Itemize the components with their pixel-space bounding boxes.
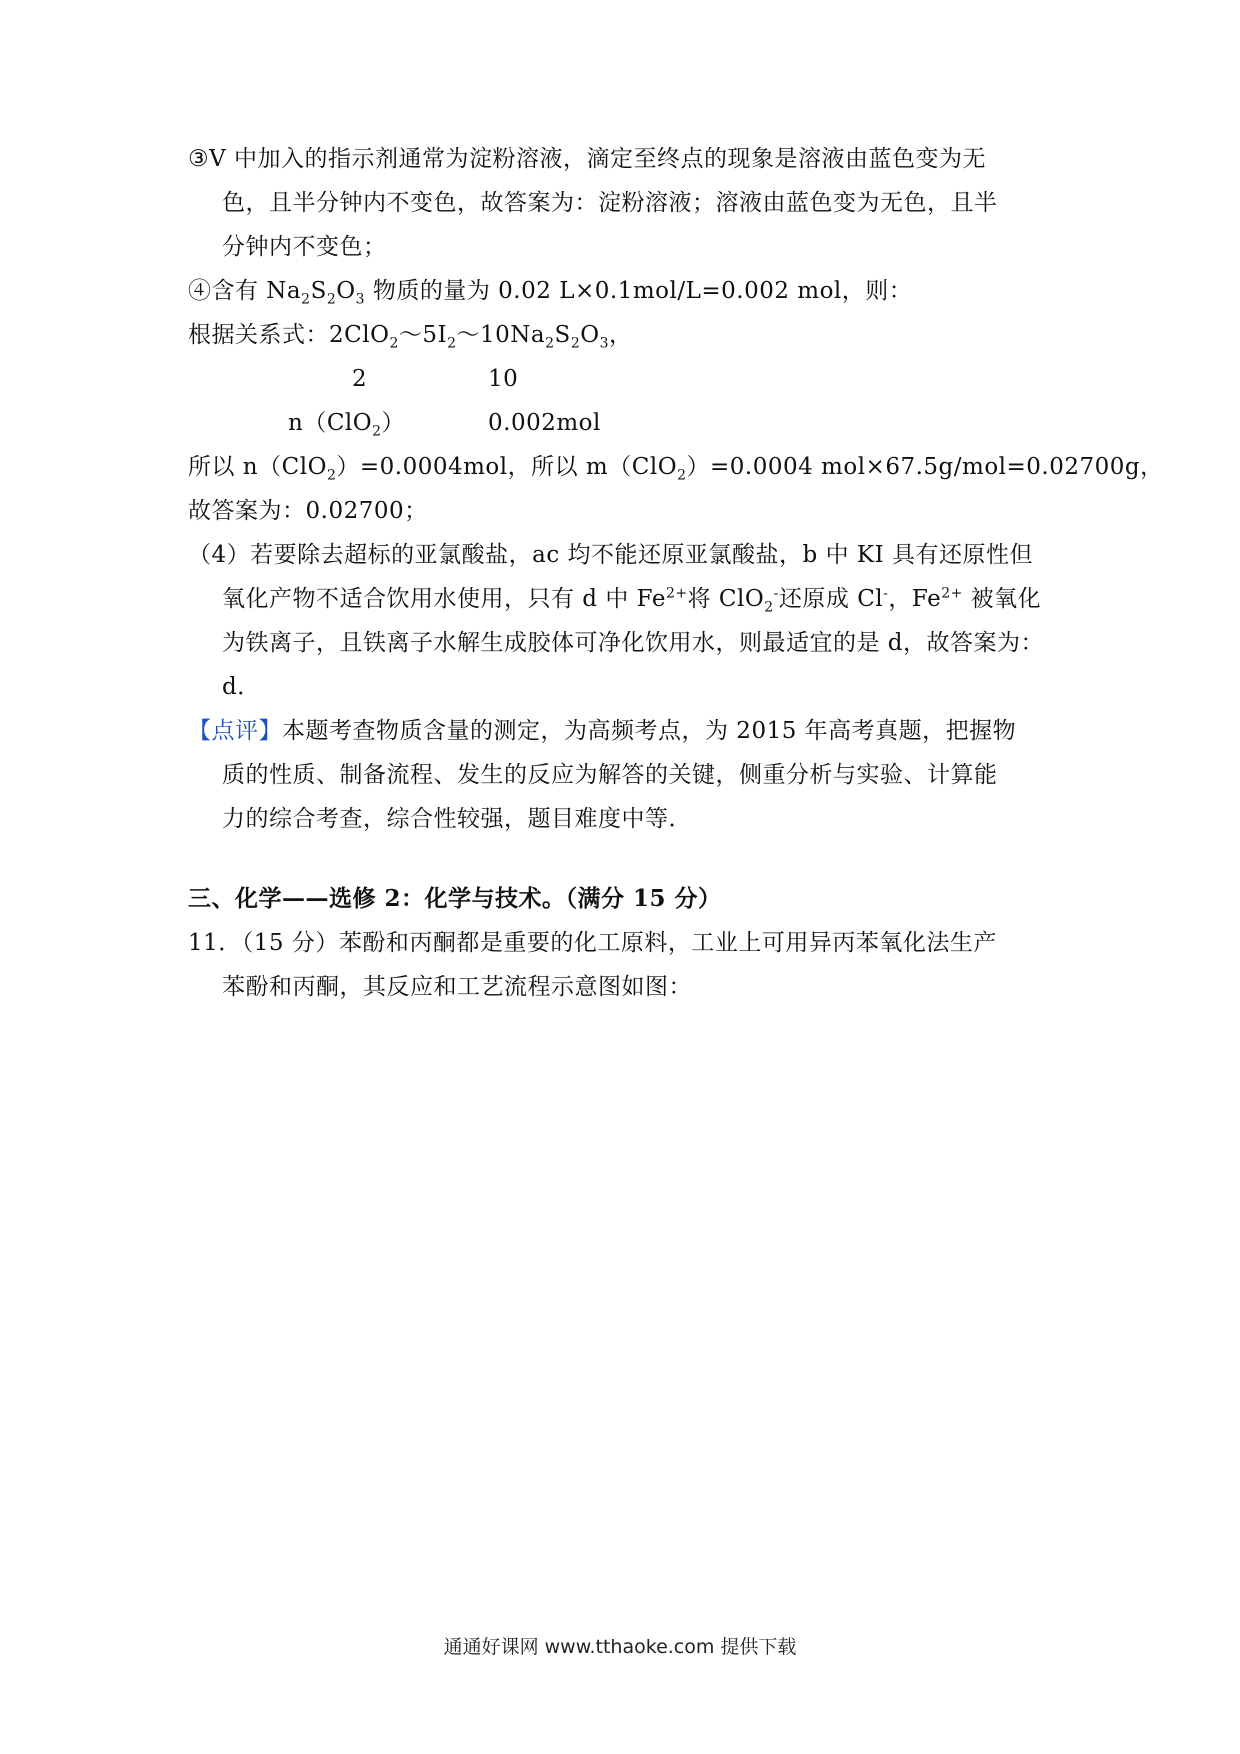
subscript: 2: [570, 335, 581, 352]
text-run: ）=0.0004mol，所以 m（ClO: [336, 454, 678, 480]
subscript: 2: [447, 335, 457, 352]
superscript: -: [883, 585, 889, 602]
subscript: 3: [599, 335, 610, 352]
subscript: 2: [764, 599, 774, 616]
text-line: 0.002mol: [488, 410, 601, 436]
text-line: 质的性质、制备流程、发生的反应为解答的关键，侧重分析与实验、计算能: [222, 762, 998, 788]
text-run: ）=0.0004 mol×67.5g/mol=0.02700g，: [686, 454, 1164, 480]
page-footer: 通通好课网 www.tthaoke.com 提供下载: [443, 1636, 797, 1658]
text-line: [188, 320, 633, 350]
text-run: ～10Na: [456, 322, 546, 348]
comment-tag: 【点评】: [188, 718, 282, 744]
text-run: 根据关系式：2ClO: [188, 322, 390, 348]
text-line: 力的综合考查，综合性较强，题目难度中等．: [222, 806, 692, 832]
text-run: 物质的量为 0.02 L×0.1mol/L=0.002 mol，则：: [365, 278, 913, 304]
text-run: ，Fe: [888, 586, 942, 612]
text-run: 氧化产物不适合饮用水使用，只有 d 中 Fe: [222, 586, 666, 612]
text-line: d．: [222, 674, 261, 700]
text-run: ～5I: [398, 322, 448, 348]
subscript: 2: [326, 467, 337, 484]
text-run: ）: [381, 410, 406, 436]
text-run: 本题考查物质含量的测定，为高频考点，为 2015 年高考真题，把握物: [282, 718, 1017, 744]
subscript: 2: [372, 423, 382, 440]
subscript: 2: [545, 335, 555, 352]
question-text: 11．（15 分）苯酚和丙酮都是重要的化工原料，工业上可用异丙苯氧化法生产: [188, 930, 997, 956]
text-run: 还原成 Cl: [778, 586, 884, 612]
ratio-value: 10: [488, 366, 519, 392]
text-run: ④含有 Na: [188, 278, 302, 304]
ratio-value: 2: [352, 366, 368, 392]
subscript: 3: [355, 291, 366, 308]
text-line: [188, 452, 1164, 482]
subscript: 2: [301, 291, 311, 308]
text-line: [188, 716, 1016, 746]
text-run: 将 ClO: [687, 586, 765, 612]
text-run: n（ClO: [288, 410, 373, 436]
superscript: -: [773, 585, 779, 602]
text-line: （4）若要除去超标的亚氯酸盐，ac 均不能还原亚氯酸盐，b 中 KI 具有还原性但: [188, 542, 1033, 568]
text-run: ，: [609, 322, 633, 348]
text-line: [222, 584, 1041, 614]
section-heading: 三、化学——选修 2：化学与技术。（满分 15 分）: [188, 885, 722, 912]
text-run: 所以 n（ClO: [188, 454, 327, 480]
text-run: O: [580, 322, 600, 348]
text-run: 被氧化: [962, 586, 1042, 612]
text-run: S: [310, 278, 327, 304]
question-text: 苯酚和丙酮，其反应和工艺流程示意图如图：: [222, 974, 692, 1000]
text-line: 色，且半分钟内不变色，故答案为：淀粉溶液；溶液由蓝色变为无色，且半: [222, 190, 998, 216]
text-line: 分钟内不变色；: [222, 234, 387, 260]
subscript: 2: [389, 335, 399, 352]
subscript: 2: [677, 467, 687, 484]
superscript: 2+: [941, 585, 963, 602]
text-run: S: [554, 322, 571, 348]
subscript: 2: [326, 291, 337, 308]
text-line: 为铁离子，且铁离子水解生成胶体可净化饮用水，则最适宜的是 d，故答案为：: [222, 630, 1045, 656]
text-line: [188, 276, 912, 306]
text-line: ③V 中加入的指示剂通常为淀粉溶液，滴定至终点的现象是溶液由蓝色变为无: [188, 146, 987, 172]
text-line: 故答案为：0.02700；: [188, 498, 428, 524]
text-line: [288, 408, 405, 438]
superscript: 2+: [665, 585, 688, 602]
text-run: O: [336, 278, 356, 304]
